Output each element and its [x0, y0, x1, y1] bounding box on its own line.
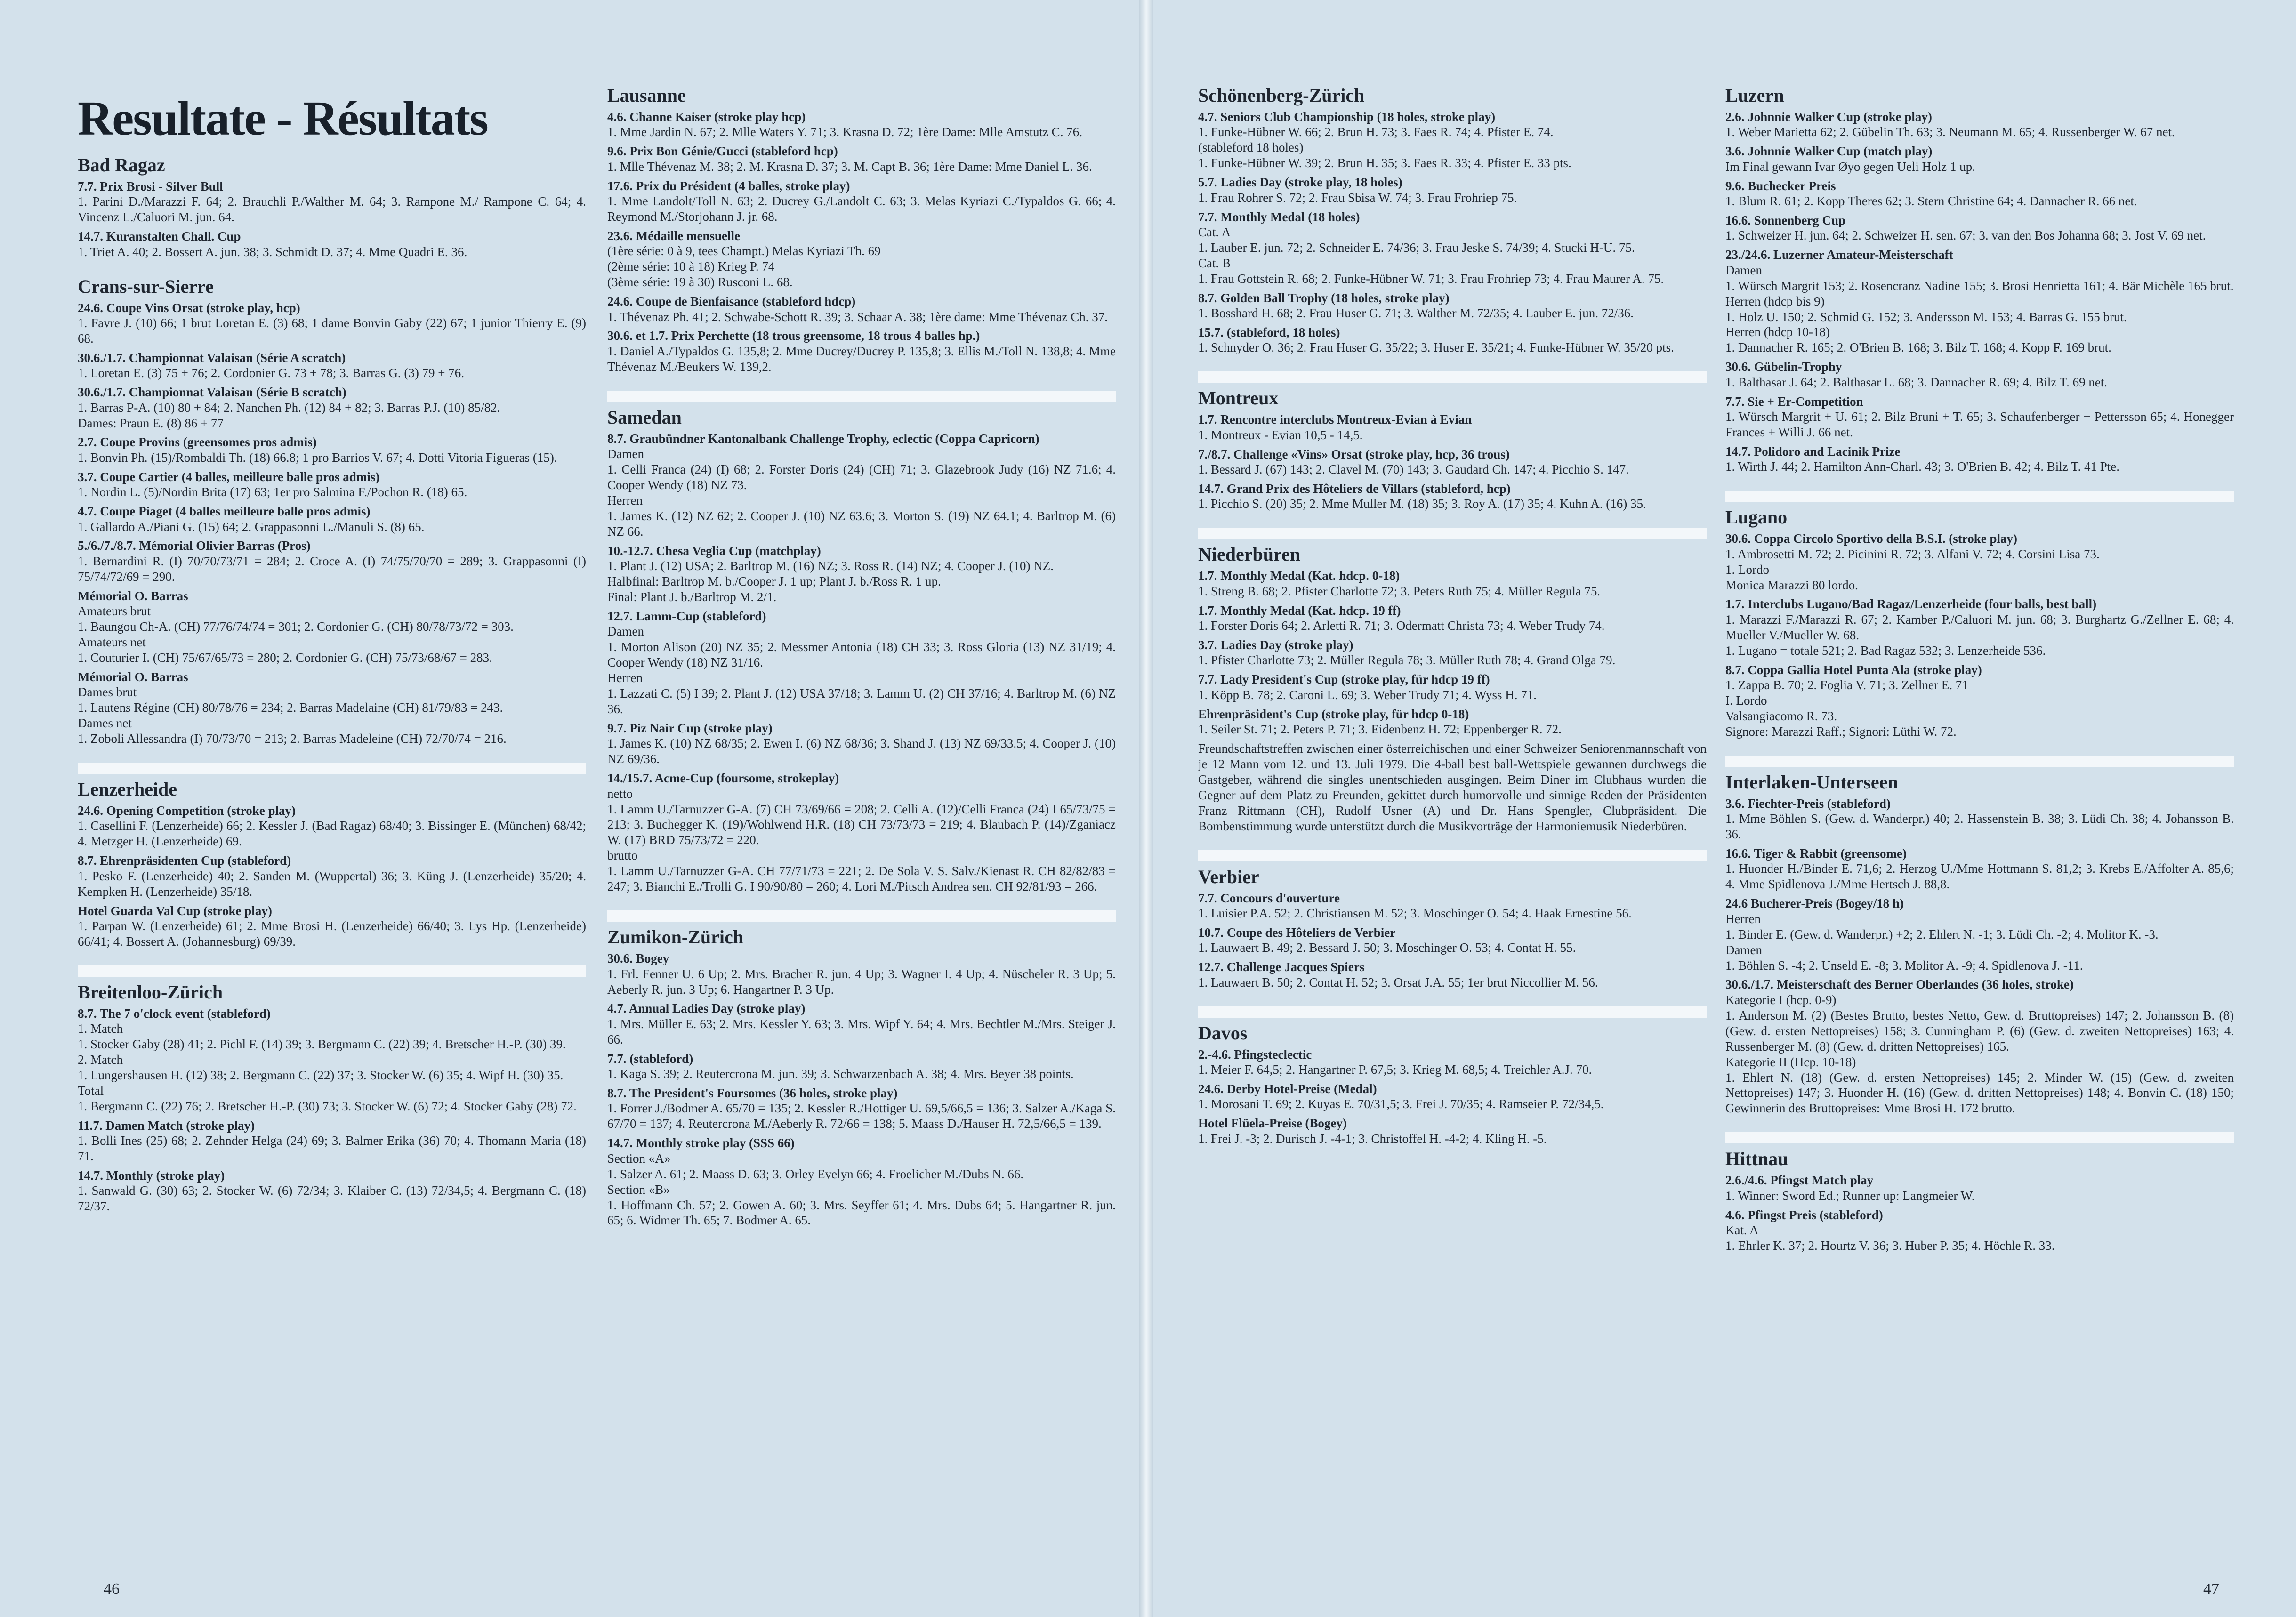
event-title: 4.7. Seniors Club Championship (18 holes, stroke play) — [1198, 110, 1496, 124]
event-results: 1. Mrs. Müller E. 63; 2. Mrs. Kessler Y. 63; 3. Mrs. Wipf Y. 64; 4. Mrs. Bechtler M./Mrs. Steiger J. 66. — [607, 1016, 1119, 1046]
event-results: Im Final gewann Ivar Øyo gegen Ueli Holz 1 up. — [1725, 159, 1975, 174]
event-entry — [607, 178, 1119, 225]
event-entry — [1725, 977, 2234, 1116]
event-title: 7.7. (stableford) — [607, 1051, 693, 1066]
event-title: 30.6. Gübelin-Trophy — [1725, 360, 1842, 374]
event-title: 8.7. Golden Ball Trophy (18 holes, stroke play) — [1198, 290, 1450, 305]
event-results: 1. Kaga S. 39; 2. Reutercrona M. jun. 39; 3. Schwarzenbach A. 38; 4. Mrs. Beyer 38 points. — [607, 1067, 1074, 1081]
event-results: 1. Bonvin Ph. (15)/Rombaldi Th. (18) 66.8; 1 pro Barrios V. 67; 4. Dotti Vitoria Figueras (15). — [78, 450, 557, 465]
event-results: 1. Bessard J. (67) 143; 2. Clavel M. (70) 143; 3. Gaudard Ch. 147; 4. Picchio S. 147. — [1198, 462, 1629, 477]
event-title: 14.7. Monthly stroke play (SSS 66) — [607, 1136, 795, 1150]
club-section — [1725, 491, 2234, 740]
event-entry — [1198, 672, 1707, 702]
club-section — [1198, 528, 1710, 834]
event-entry — [607, 771, 1116, 894]
club-heading: Montreux — [1198, 371, 1707, 409]
event-results: Cat. A 1. Lauber E. jun. 72; 2. Schneider E. 74/36; 3. Frau Jeske S. 74/39; 4. Stucki H-U. 75. Cat. B 1. Frau Gottstein R. 68; 2. Funke-Hübner W. 71; 3. Frau Frohriep 73; 4. Frau Maurer A. 75. — [1198, 225, 1664, 286]
event-title: 8.7. Ehrenpräsidenten Cup (stableford) — [78, 853, 291, 868]
event-results: 1. Zappa B. 70; 2. Foglia V. 71; 3. Zellner E. 71 I. Lordo Valsangiacomo R. 73. Signore: Marazzi Raff.; Signori: Lüthi W. 72. — [1725, 678, 1968, 739]
club-heading: Samedan — [607, 391, 1116, 428]
event-title: 2.-4.6. Pfingsteclectic — [1198, 1047, 1312, 1062]
event-entry — [1198, 1047, 1707, 1078]
club-heading: Davos — [1198, 1006, 1707, 1044]
event-title: 14./15.7. Acme-Cup (foursome, strokeplay) — [607, 771, 839, 786]
event-entry — [78, 538, 589, 584]
event-entry — [78, 1168, 589, 1214]
event-results: Dames brut 1. Lautens Régine (CH) 80/78/76 = 234; 2. Barras Madelaine (CH) 81/79/83 = 243. Dames net 1. Zoboli Allessandra (I) 70/73/70 = 213; 2. Barras Madeleine (CH) 72/70/74 = 216. — [78, 685, 507, 746]
event-results: 1. Mme Landolt/Toll N. 63; 2. Ducrey G./Landolt C. 63; 3. Melas Kyriazi C./Typaldos G. 66; 4. Reymond M./Storjohann J. jr. 68. — [607, 194, 1119, 224]
event-entry — [1725, 247, 2234, 355]
event-results: 1. Würsch Margrit + U. 61; 2. Bilz Bruni + T. 65; 3. Schaufenberger + Pettersson 65; 4. Honegger Frances + Willi J. 66 net. — [1725, 410, 2237, 439]
event-entry — [607, 109, 1116, 140]
event-entry — [78, 350, 586, 381]
event-title: 7.7. Prix Brosi - Silver Bull — [78, 179, 223, 193]
event-results: 1. Bolli Ines (25) 68; 2. Zehnder Helga (24) 69; 3. Balmer Erika (36) 70; 4. Thomann Maria (18) 71. — [78, 1134, 589, 1164]
event-results: 1. Wirth J. 44; 2. Hamilton Ann-Charl. 43; 3. O'Brien B. 42; 4. Bilz T. 41 Pte. — [1725, 459, 2119, 474]
event-title: Hotel Guarda Val Cup (stroke play) — [78, 903, 272, 918]
event-results: 1. Plant J. (12) USA; 2. Barltrop M. (16) NZ; 3. Ross R. (14) NZ; 4. Cooper J. (10) NZ. Halbfinal: Barltrop M. b./Cooper J. 1 up; Plant J. b./Ross R. 1 up. Final: Plant J. b./Barltrop M. 2/1. — [607, 559, 1054, 604]
event-entry — [1725, 394, 2237, 440]
event-title: Mémorial O. Barras — [78, 588, 188, 603]
right-page — [1153, 0, 2296, 1617]
event-title: 4.6. Channe Kaiser (stroke play hcp) — [607, 110, 806, 124]
club-section — [1198, 850, 1707, 990]
event-title: 8.7. Graubündner Kantonalbank Challenge Trophy, eclectic (Coppa Capricorn) — [607, 431, 1039, 446]
event-title: 7.7. Concours d'ouverture — [1198, 891, 1340, 905]
event-entry — [1725, 596, 2234, 658]
event-entry — [607, 228, 1116, 290]
event-results: Amateurs brut 1. Baungou Ch-A. (CH) 77/76/74/74 = 301; 2. Cordonier G. (CH) 80/78/73/72 = 303. Amateurs net 1. Couturier I. (CH) 75/67/65/73 = 280; 2. Cordonier G. (CH) 75/73/68/67 = 283. — [78, 604, 514, 665]
event-entry — [1198, 741, 1710, 834]
event-results: 1. Picchio S. (20) 35; 2. Mme Muller M. (18) 35; 3. Roy A. (17) 35; 4. Kuhn A. (16) 35. — [1198, 497, 1646, 511]
event-title: 30.6. Coppa Circolo Sportivo della B.S.I. (stroke play) — [1725, 531, 2018, 546]
event-entry — [607, 721, 1119, 767]
event-entry — [1725, 662, 2234, 740]
event-results: 1. Seiler St. 71; 2. Peters P. 71; 3. Eidenbenz H. 72; Eppenberger R. 72. — [1198, 722, 1562, 737]
page-title: Resultate - Résultats — [78, 91, 488, 145]
event-title: 1.7. Monthly Medal (Kat. hdcp. 19 ff) — [1198, 603, 1401, 618]
event-entry — [78, 434, 586, 465]
club-heading: Lausanne — [607, 85, 686, 106]
club-heading: Lugano — [1725, 491, 2234, 528]
event-entry — [607, 951, 1119, 997]
event-results: 1. Lauwaert B. 50; 2. Contat H. 52; 3. Orsat J.A. 55; 1er brut Niccollier M. 56. — [1198, 975, 1598, 990]
event-results: 1. Loretan E. (3) 75 + 76; 2. Cordonier G. 73 + 78; 3. Barras G. (3) 79 + 76. — [78, 366, 465, 380]
event-entry — [1725, 144, 2234, 174]
event-entry — [78, 300, 589, 346]
event-title: 3.6. Johnnie Walker Cup (match play) — [1725, 144, 1933, 159]
club-section — [607, 910, 1119, 1228]
club-section — [1198, 1006, 1707, 1147]
club-section — [78, 763, 589, 949]
club-section — [1725, 85, 2237, 475]
event-entry — [607, 328, 1119, 374]
event-title: 2.6. Johnnie Walker Cup (stroke play) — [1725, 110, 1932, 124]
event-results: 1. Streng B. 68; 2. Pfister Charlotte 72; 3. Peters Ruth 75; 4. Müller Regula 75. — [1198, 584, 1601, 598]
event-title: 4.7. Annual Ladies Day (stroke play) — [607, 1001, 806, 1016]
event-results: Kat. A 1. Ehrler K. 37; 2. Hourtz V. 36; 3. Huber P. 35; 4. Höchle R. 33. — [1725, 1223, 2055, 1253]
page-number-left: 46 — [104, 1580, 120, 1598]
event-results: 1. Meier F. 64,5; 2. Hangartner P. 67,5; 3. Krieg M. 68,5; 4. Treichler A.J. 70. — [1198, 1062, 1592, 1077]
event-results: 1. Huonder H./Binder E. 71,6; 2. Herzog U./Mme Hottmann S. 81,2; 3. Krebs E./Affolter A. 85,6; 4. Mme Spidlenova J./Mme Hertsch J. 88,8. — [1725, 861, 2237, 892]
club-heading: Bad Ragaz — [78, 154, 165, 176]
gutter — [1139, 0, 1153, 1617]
event-entry — [1725, 178, 2234, 209]
event-entry — [78, 903, 589, 949]
event-results: 1. James K. (10) NZ 68/35; 2. Ewen I. (6) NZ 68/36; 3. Shand J. (13) NZ 69/33.5; 4. Cooper J. (10) NZ 69/36. — [607, 736, 1119, 766]
column-2 — [607, 85, 1119, 1244]
event-entry — [78, 1006, 586, 1114]
club-section — [78, 154, 589, 260]
event-title: 23./24.6. Luzerner Amateur-Meisterschaft — [1725, 248, 1953, 262]
event-results: 1. Parini D./Marazzi F. 64; 2. Brauchli P./Walther M. 64; 3. Rampone M./ Rampone C. 64; 4. Vincenz L./Caluori M. jun. 64. — [78, 194, 589, 225]
event-title: 15.7. (stableford, 18 holes) — [1198, 325, 1340, 339]
event-entry — [1725, 109, 2234, 140]
event-results: 1. Morosani T. 69; 2. Kuyas E. 70/31,5; 3. Frei J. 70/35; 4. Ramseier P. 72/34,5. — [1198, 1097, 1604, 1111]
event-title: 24.6. Coupe Vins Orsat (stroke play, hcp) — [78, 300, 300, 315]
event-results: Herren 1. Binder E. (Gew. d. Wanderpr.) +2; 2. Ehlert N. -1; 3. Lüdi Ch. -2; 4. Molitor K. -3. Damen 1. Böhlen S. -4; 2. Unseld E. -8; 3. Molitor A. -9; 4. Spidlenova J. -11. — [1725, 911, 2159, 973]
event-entry — [1725, 846, 2237, 892]
event-entry — [607, 294, 1116, 324]
event-entry — [607, 1001, 1119, 1047]
event-title: 7.7. Lady President's Cup (stroke play, für hdcp 19 ff) — [1198, 672, 1490, 687]
event-title: 10.-12.7. Chesa Veglia Cup (matchplay) — [607, 543, 821, 558]
event-title: 24.6 Bucherer-Preis (Bogey/18 h) — [1725, 896, 1904, 911]
event-entry — [607, 144, 1116, 174]
event-entry — [78, 669, 586, 747]
club-heading: Zumikon-Zürich — [607, 910, 1116, 948]
event-entry — [1198, 603, 1707, 634]
event-title: 16.6. Tiger & Rabbit (greensome) — [1725, 846, 1907, 861]
event-results: 1. Ambrosetti M. 72; 2. Picinini R. 72; 3. Alfani V. 72; 4. Corsini Lisa 73. 1. Lordo Monica Marazzi 80 lordo. — [1725, 547, 2100, 592]
club-section — [78, 275, 589, 747]
event-results: 1. Köpp B. 78; 2. Caroni L. 69; 3. Weber Trudy 71; 4. Wyss H. 71. — [1198, 687, 1537, 702]
event-entry — [1198, 891, 1707, 921]
event-results: (1ère série: 0 à 9, tees Champt.) Melas Kyriazi Th. 69 (2ème série: 10 à 18) Krieg P. 74 (3ème série: 19 à 30) Rusconi L. 68. — [607, 244, 881, 290]
event-title: 1.7. Rencontre interclubs Montreux-Evian à Evian — [1198, 412, 1472, 427]
event-title: 5.7. Ladies Day (stroke play, 18 holes) — [1198, 175, 1402, 190]
event-entry — [1198, 1116, 1707, 1146]
event-results: 1. Weber Marietta 62; 2. Gübelin Th. 63; 3. Neumann M. 65; 4. Russenberger W. 67 net. — [1725, 125, 2175, 139]
club-heading: Niederbüren — [1198, 528, 1707, 565]
event-entry — [1198, 290, 1707, 321]
event-title: 16.6. Sonnenberg Cup — [1725, 213, 1846, 227]
event-entry — [1725, 213, 2234, 243]
event-title: 3.7. Ladies Day (stroke play) — [1198, 637, 1353, 652]
event-entry — [78, 504, 586, 534]
event-entry — [1198, 447, 1707, 477]
event-results: 1. Mme Jardin N. 67; 2. Mlle Waters Y. 71; 3. Krasna D. 72; 1ère Dame: Mlle Amstutz C. 76. — [607, 125, 1082, 139]
event-title: 7.7. Sie + Er-Competition — [1725, 394, 1863, 409]
event-entry — [78, 229, 586, 259]
club-heading: Breitenloo-Zürich — [78, 965, 586, 1003]
event-title: 1.7. Interclubs Lugano/Bad Ragaz/Lenzerheide (four balls, best ball) — [1725, 597, 2097, 611]
club-section — [1198, 85, 1707, 355]
club-heading: Hittnau — [1725, 1132, 2234, 1170]
event-results: 1. Triet A. 40; 2. Bossert A. jun. 38; 3. Schmidt D. 37; 4. Mme Quadri E. 36. — [78, 244, 467, 259]
event-results: 1. Barras P-A. (10) 80 + 84; 2. Nanchen Ph. (12) 84 + 82; 3. Barras P.J. (10) 85/82. Dames: Praun E. (8) 86 + 77 — [78, 400, 500, 430]
event-entry — [1198, 959, 1707, 990]
event-entry — [1198, 481, 1707, 512]
event-results: 1. Pfister Charlotte 73; 2. Müller Regula 78; 3. Müller Ruth 78; 4. Grand Olga 79. — [1198, 653, 1616, 668]
event-results: 1. Marazzi F./Marazzi R. 67; 2. Kamber P./Caluori M. jun. 68; 3. Burghartz G./Zellner E. 68; 4. Mueller V./Mueller W. 68. 1. Lugano = totale 521; 2. Bad Ragaz 532; 3. Lenzerheide 536. — [1725, 612, 2234, 658]
event-entry — [1198, 1081, 1707, 1112]
event-results: Kategorie I (hcp. 0-9) 1. Anderson M. (2) (Bestes Brutto, bestes Netto, Gew. d. Bruttopreises) 147; 2. Johansson B. (8) (Gew. d. ersten Nettopreises) 158; 3. Cunningham P. (6) (Gew. d. zweiten Nettopreises) 163; 4. Russenberger M. (8) (Gew. d. dritten Nettopreises) 165. Kategorie II (Hcp. 10-18) 1. Ehlert N. (18) (Gew. d. ersten Nettopreises) 145; 2. Minder W. (15) (Gew. d. zweiten Nettopreises) 147; 3. Huonder H. (16) (Gew. d. dritten Nettopreises) 148; 4. Bonvin C. (18) 150; Gewinnerin des Bruttopreises: Mme Brosi H. 172 brutto. — [1725, 992, 2234, 1116]
event-results: 1. Sanwald G. (30) 63; 2. Stocker W. (6) 72/34; 3. Klaiber C. (13) 72/34,5; 4. Bergmann C. (18) 72/37. — [78, 1183, 589, 1214]
event-title: 9.6. Prix Bon Génie/Gucci (stableford hcp) — [607, 144, 838, 159]
event-entry — [1725, 359, 2234, 390]
event-title: 8.7. The President's Foursomes (36 holes, stroke play) — [607, 1086, 898, 1101]
event-results: 1. Balthasar J. 64; 2. Balthasar L. 68; 3. Dannacher R. 69; 4. Bilz T. 69 net. — [1725, 375, 2108, 389]
event-title: 9.7. Piz Nair Cup (stroke play) — [607, 721, 773, 735]
event-results: 1. Mlle Thévenaz M. 38; 2. M. Krasna D. 37; 3. M. Capt B. 36; 1ère Dame: Mme Daniel L. 36. — [607, 159, 1092, 174]
event-title: 12.7. Lamm-Cup (stableford) — [607, 609, 766, 623]
event-title: 14.7. Polidoro and Lacinik Prize — [1725, 444, 1901, 459]
event-title: 30.6./1.7. Meisterschaft des Berner Oberlandes (36 holes, stroke) — [1725, 977, 2074, 992]
event-entry — [1725, 531, 2234, 593]
event-entry — [1198, 109, 1707, 171]
event-results: 1. Frl. Fenner U. 6 Up; 2. Mrs. Bracher R. jun. 4 Up; 3. Wagner I. 4 Up; 4. Nüscheler R. 3 Up; 5. Aeberly R. jun. 3 Up; 6. Hangartner P. 3 Up. — [607, 966, 1119, 997]
event-results: 1. Match 1. Stocker Gaby (28) 41; 2. Pichl F. (14) 39; 3. Bergmann C. (22) 39; 4. Bretscher H.-P. (30) 39. 2. Match 1. Lungershausen H. (12) 38; 2. Bergmann C. (22) 37; 3. Stocker W. (6) 35; 4. Wipf H. (30) 35. Total 1. Bergmann C. (22) 76; 2. Bretscher H.-P. (30) 73; 3. Stocker W. (6) 72; 4. Stocker Gaby (28) 72. — [78, 1022, 577, 1113]
event-entry — [607, 1135, 1116, 1228]
event-title: 23.6. Médaille mensuelle — [607, 228, 740, 243]
event-results: 1. Pesko F. (Lenzerheide) 40; 2. Sanden M. (Wuppertal) 36; 3. Küng J. (Lenzerheide) 35/20; 4. Kempken H. (Lenzerheide) 35/18. — [78, 869, 589, 899]
event-title: 30.6. et 1.7. Prix Perchette (18 trous greensome, 18 trous 4 balles hp.) — [607, 329, 980, 343]
event-title: 7./8.7. Challenge «Vins» Orsat (stroke play, hcp, 36 trous) — [1198, 447, 1510, 461]
event-title: 24.6. Derby Hotel-Preise (Medal) — [1198, 1081, 1377, 1096]
event-results: 1. Thévenaz Ph. 41; 2. Schwabe-Schott R. 39; 3. Schaar A. 38; 1ère dame: Mme Thévenaz Ch. 37. — [607, 309, 1108, 324]
event-title: 14.7. Grand Prix des Hôteliers de Villars (stableford, hcp) — [1198, 481, 1511, 496]
event-entry — [1198, 925, 1707, 956]
event-title: 1.7. Monthly Medal (Kat. hdcp. 0-18) — [1198, 569, 1400, 583]
event-title: 2.7. Coupe Provins (greensomes pros admis) — [78, 435, 317, 450]
event-entry — [78, 385, 586, 431]
left-page — [0, 0, 1139, 1617]
event-results: 1. Frei J. -3; 2. Durisch J. -4-1; 3. Christoffel H. -4-2; 4. Kling H. -5. — [1198, 1131, 1547, 1146]
event-entry — [1198, 568, 1707, 599]
event-entry — [607, 1086, 1119, 1132]
event-results: Damen 1. Würsch Margrit 153; 2. Rosencranz Nadine 155; 3. Brosi Henrietta 161; 4. Bär Michèle 165 brut. Herren (hdcp bis 9) 1. Holz U. 150; 2. Schmid G. 152; 3. Andersson M. 153; 4. Barras G. 155 brut. Herren (hdcp 10-18) 1. Dannacher R. 165; 2. O'Brien B. 168; 3. Bilz T. 168; 4. Kopp F. 169 brut. — [1725, 263, 2234, 355]
club-heading: Luzern — [1725, 85, 1784, 106]
club-section — [607, 85, 1119, 375]
column-3 — [1198, 85, 1710, 1163]
event-entry — [1198, 209, 1707, 287]
club-heading: Schönenberg-Zürich — [1198, 85, 1365, 106]
event-results: 1. Funke-Hübner W. 66; 2. Brun H. 73; 3. Faes R. 74; 4. Pfister E. 74. (stableford 18 holes) 1. Funke-Hübner W. 39; 2. Brun H. 35; 3. Faes R. 33; 4. Pfister E. 33 pts. — [1198, 125, 1571, 170]
event-results: 1. Blum R. 61; 2. Kopp Theres 62; 3. Stern Christine 64; 4. Dannacher R. 66 net. — [1725, 194, 2137, 209]
event-title: 4.6. Pfingst Preis (stableford) — [1725, 1207, 1883, 1222]
event-title: 14.7. Kuranstalten Chall. Cup — [78, 229, 241, 244]
event-entry — [607, 431, 1116, 539]
column-4 — [1725, 85, 2237, 1270]
event-title: 8.7. The 7 o'clock event (stableford) — [78, 1006, 271, 1021]
event-results: Freundschaftstreffen zwischen einer österreichischen und einer Schweizer Seniorenmannschaft von je 12 Mann vom 12. und 13. Juli 1979. Die 4-ball best ball-Wettspiele gewannen durchwegs die Gastgeber, während die singles unentschieden ausgingen. Beim Diner im Clubhaus wurden die Gegner auf dem Platz zu Freunden, gekittet durch humorvolle und sinnige Reden der Präsidenten Franz Rittmann (CH), Rudolf Usner (A) und Dr. Hans Spengler, Clubpräsident. Die Bombenstimmung wurde unterstützt durch die Musikvorträge der Harmoniemusik Niederbüren. — [1198, 741, 1710, 833]
event-title: 24.6. Coupe de Bienfaisance (stableford hdcp) — [607, 294, 856, 309]
event-entry — [1725, 1173, 2234, 1203]
event-entry — [1198, 175, 1707, 205]
event-results: 1. Bernardini R. (I) 70/70/73/71 = 284; 2. Croce A. (I) 74/75/70/70 = 289; 3. Grappasonni (I) 75/74/72/69 = 290. — [78, 554, 589, 584]
event-title: 12.7. Challenge Jacques Spiers — [1198, 960, 1365, 974]
event-title: Mémorial O. Barras — [78, 669, 188, 684]
club-heading: Interlaken-Unterseen — [1725, 756, 2234, 793]
event-title: 11.7. Damen Match (stroke play) — [78, 1118, 255, 1133]
event-results: Damen 1. Morton Alison (20) NZ 35; 2. Messmer Antonia (18) CH 33; 3. Ross Gloria (13) NZ 31/19; 4. Cooper Wendy (18) NZ 31/16. Herren 1. Lazzati C. (5) I 39; 2. Plant J. (12) USA 37/18; 3. Lamm U. (2) CH 37/16; 4. Barltrop M. (6) NZ 36. — [607, 624, 1116, 716]
event-title: 7.7. Monthly Medal (18 holes) — [1198, 209, 1360, 224]
event-results: 1. Parpan W. (Lenzerheide) 61; 2. Mme Brosi H. (Lenzerheide) 66/40; 3. Lys Hp. (Lenzerheide) 66/41; 4. Bossert A. (Johannesburg) 69/39. — [78, 918, 589, 949]
event-entry — [1725, 896, 2234, 973]
event-title: 3.6. Fiechter-Preis (stableford) — [1725, 796, 1891, 811]
event-results: 1. Forster Doris 64; 2. Arletti R. 71; 3. Odermatt Christa 73; 4. Weber Trudy 74. — [1198, 619, 1605, 633]
event-title: 30.6. Bogey — [607, 951, 669, 966]
event-entry — [1725, 796, 2237, 842]
event-results: 1. Forrer J./Bodmer A. 65/70 = 135; 2. Kessler R./Hottiger U. 69,5/66,5 = 136; 3. Salzer A./Kaga S. 67/70 = 137; 4. Reutercrona M./Aeberly R. 72/66 = 138; 5. Maass D./Hauser H. 72,5/66,5 = 139. — [607, 1101, 1119, 1131]
event-title: 8.7. Coppa Gallia Hotel Punta Ala (stroke play) — [1725, 662, 1982, 677]
event-results: 1. Mme Böhlen S. (Gew. d. Wanderpr.) 40; 2. Hassenstein B. 38; 3. Lüdi Ch. 38; 4. Johansson B. 36. — [1725, 812, 2237, 842]
event-entry — [607, 1051, 1116, 1082]
event-title: 30.6./1.7. Championnat Valaisan (Série B scratch) — [78, 385, 346, 400]
event-title: 5./6./7./8.7. Mémorial Olivier Barras (Pros) — [78, 539, 311, 553]
event-title: 9.6. Buchecker Preis — [1725, 178, 1836, 193]
event-title: Ehrenpräsident's Cup (stroke play, für hdcp 0-18) — [1198, 707, 1469, 721]
event-results: 1. Luisier P.A. 52; 2. Christiansen M. 52; 3. Moschinger O. 54; 4. Haak Ernestine 56. — [1198, 906, 1632, 920]
column-1 — [78, 89, 589, 1230]
event-title: 10.7. Coupe des Hôteliers de Verbier — [1198, 925, 1396, 940]
event-title: 17.6. Prix du Président (4 balles, stroke play) — [607, 178, 850, 193]
event-title: 30.6./1.7. Championnat Valaisan (Série A scratch) — [78, 350, 346, 365]
event-entry — [1198, 707, 1707, 737]
event-title: 2.6./4.6. Pfingst Match play — [1725, 1173, 1874, 1188]
club-heading: Verbier — [1198, 850, 1707, 888]
event-results: 1. Lauwaert B. 49; 2. Bessard J. 50; 3. Moschinger O. 53; 4. Contat H. 55. — [1198, 941, 1576, 955]
event-title: 4.7. Coupe Piaget (4 balles meilleure balle pros admis) — [78, 504, 371, 519]
event-results: 1. Gallardo A./Piani G. (15) 64; 2. Grappasonni L./Manuli S. (8) 65. — [78, 519, 425, 534]
event-entry — [78, 469, 586, 500]
event-entry — [78, 1118, 589, 1164]
event-results: 1. Casellini F. (Lenzerheide) 66; 2. Kessler J. (Bad Ragaz) 68/40; 3. Bissinger E. (München) 68/42; 4. Metzger H. (Lenzerheide) 69. — [78, 819, 589, 849]
club-heading: Crans-sur-Sierre — [78, 275, 214, 297]
event-entry — [78, 588, 586, 666]
event-title: 14.7. Monthly (stroke play) — [78, 1168, 225, 1183]
event-entry — [1725, 444, 2234, 475]
club-section — [607, 391, 1119, 894]
event-results: 1. Schnyder O. 36; 2. Frau Huser G. 35/22; 3. Huser E. 35/21; 4. Funke-Hübner W. 35/20 pts. — [1198, 340, 1674, 355]
event-entry — [1198, 412, 1707, 442]
event-entry — [1725, 1207, 2234, 1254]
event-entry — [1198, 325, 1707, 355]
event-results: 1. Bosshard H. 68; 2. Frau Huser G. 71; 3. Walther M. 72/35; 4. Lauber E. jun. 72/36. — [1198, 306, 1634, 321]
event-title: 3.7. Coupe Cartier (4 balles, meilleure balle pros admis) — [78, 469, 380, 484]
event-entry — [1198, 637, 1707, 668]
club-section — [1725, 756, 2237, 1117]
event-entry — [78, 853, 589, 899]
event-entry — [78, 179, 589, 225]
event-results: 1. Nordin L. (5)/Nordin Brita (17) 63; 1er pro Salmina F./Pochon R. (18) 65. — [78, 485, 467, 499]
event-results: 1. Daniel A./Typaldos G. 135,8; 2. Mme Ducrey/Ducrey P. 135,8; 3. Ellis M./Toll N. 138,8; 4. Mme Thévenaz M./Beukers W. 139,2. — [607, 344, 1119, 374]
event-title: Hotel Flüela-Preise (Bogey) — [1198, 1116, 1347, 1131]
event-entry — [607, 543, 1116, 605]
event-entry — [607, 609, 1116, 717]
event-results: 1. Favre J. (10) 66; 1 brut Loretan E. (3) 68; 1 dame Bonvin Gaby (22) 67; 1 junior Thierry E. (9) 68. — [78, 315, 589, 346]
event-results: 1. Frau Rohrer S. 72; 2. Frau Sbisa W. 74; 3. Frau Frohriep 75. — [1198, 190, 1517, 205]
event-entry — [78, 803, 589, 849]
club-heading: Lenzerheide — [78, 763, 586, 800]
event-results: Damen 1. Celli Franca (24) (I) 68; 2. Forster Doris (24) (CH) 71; 3. Glazebrook Judy (16) NZ 71.6; 4. Cooper Wendy (18) NZ 73. Herren 1. James K. (12) NZ 62; 2. Cooper J. (10) NZ 63.6; 3. Morton S. (19) NZ 64.1; 4. Barltrop M. (6) NZ 66. — [607, 447, 1116, 539]
event-results: 1. Schweizer H. jun. 64; 2. Schweizer H. sen. 67; 3. van den Bos Johanna 68; 3. Jost V. 69 net. — [1725, 228, 2206, 243]
event-results: 1. Winner: Sword Ed.; Runner up: Langmeier W. — [1725, 1188, 1975, 1203]
club-section — [1725, 1132, 2234, 1254]
club-section — [1198, 371, 1707, 512]
event-results: 1. Montreux - Evian 10,5 - 14,5. — [1198, 427, 1363, 442]
club-section — [78, 965, 589, 1215]
event-title: 24.6. Opening Competition (stroke play) — [78, 803, 296, 818]
event-results: Section «A» 1. Salzer A. 61; 2. Maass D. 63; 3. Orley Evelyn 66; 4. Froelicher M./Dubs N. 66. Section «B» 1. Hoffmann Ch. 57; 2. Gowen A. 60; 3. Mrs. Seyffer 61; 4. Mrs. Dubs 64; 5. Hangartner R. jun. 65; 6. Widmer Th. 65; 7. Bodmer A. 65. — [607, 1151, 1116, 1228]
page-number-right: 47 — [2203, 1580, 2219, 1598]
event-results: netto 1. Lamm U./Tarnuzzer G-A. (7) CH 73/69/66 = 208; 2. Celli A. (12)/Celli Franca (24) I 65/73/75 = 213; 3. Buchegger K. (19)/Wohlwend H.R. (18) CH 73/73/73 = 219; 4. Blaubach P. (14)/Zganiacz W. (17) BRD 75/73/72 = 220. brutto 1. Lamm U./Tarnuzzer G-A. CH 77/71/73 = 221; 2. De Sola V. S. Salv./Kienast R. CH 82/82/83 = 247; 3. Bianchi E./Trolli G. I 90/90/80 = 260; 4. Lori M./Pitsch Andrea sen. CH 92/81/93 = 266. — [607, 786, 1116, 894]
